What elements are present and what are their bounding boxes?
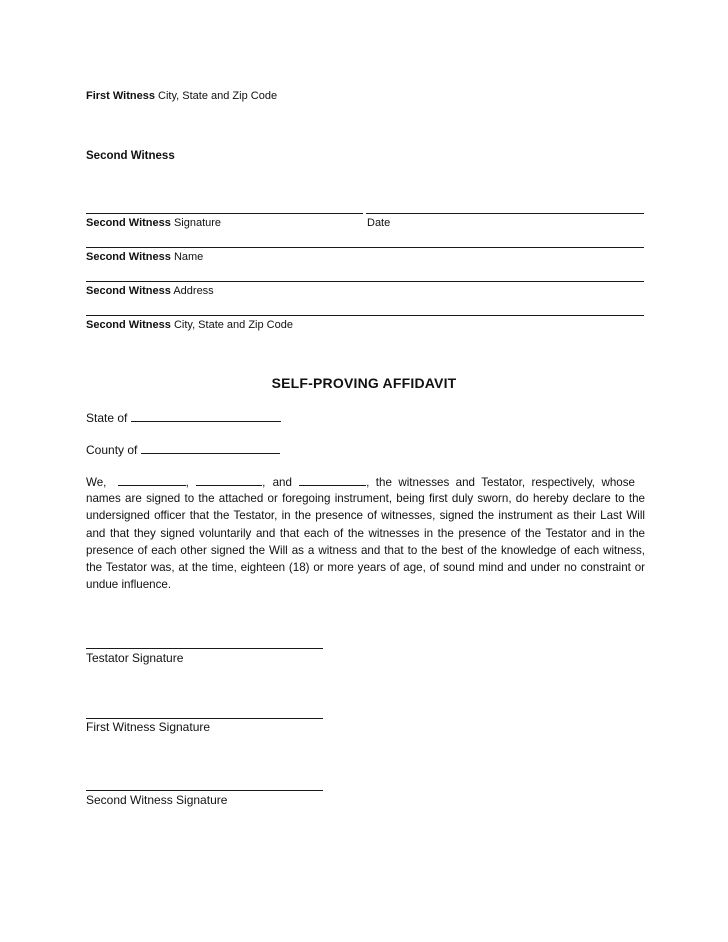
affidavit-body: names are signed to the attached or foregoing instrument, being first duly sworn, do hereby declare to the undersigned officer that the Testator, in the presence of witnesses, signed the instrument as their Last Will and that they signed voluntarily and that each of the witnesses in the presence of the Testator and in the presence of each other signed the Will as a witness and that to the best of the knowledge of each witness, the Testator was, at the time, eighteen (18) or more years of age, of sound mind and under no constraint or undue influence.	[86, 492, 645, 592]
second-witness-name-label	[86, 251, 203, 264]
witness-blank-2[interactable]	[196, 475, 262, 486]
first-witness-signature-label: First Witness Signature	[86, 720, 211, 734]
county-row	[86, 443, 280, 457]
second-witness-final-signature-label: Second Witness Signature	[86, 793, 228, 807]
second-witness-location-line[interactable]	[86, 315, 644, 316]
comma-2: ,	[262, 476, 266, 489]
testator-signature-line[interactable]	[86, 648, 323, 649]
affidavit-intro-line	[86, 475, 644, 489]
second-witness-location-label	[86, 319, 293, 332]
second-witness-location-rest: City, State and Zip Code	[173, 319, 293, 331]
intro-rest-text: , the witnesses and Testator, respectively, whose	[366, 476, 635, 489]
second-witness-address-bold: Second Witness	[86, 285, 171, 297]
affidavit-title: SELF-PROVING AFFIDAVIT	[271, 375, 457, 391]
second-witness-address-line[interactable]	[86, 281, 644, 282]
testator-signature-label: Testator Signature	[86, 651, 184, 665]
second-witness-name-line[interactable]	[86, 247, 644, 248]
second-witness-signature-label	[86, 217, 221, 230]
first-witness-signature-line[interactable]	[86, 718, 323, 719]
first-witness-location-label	[86, 90, 277, 103]
comma-1: ,	[185, 476, 189, 489]
witness-blank-1[interactable]	[118, 475, 186, 486]
county-label: County of	[86, 443, 138, 457]
we-text: We,	[86, 476, 107, 489]
state-row	[86, 411, 281, 425]
second-witness-final-signature-line[interactable]	[86, 790, 323, 791]
county-blank[interactable]	[141, 443, 280, 454]
state-label: State of	[86, 411, 128, 425]
second-witness-address-rest: Address	[173, 285, 214, 297]
first-witness-location-bold: First Witness	[86, 90, 155, 102]
second-witness-date-line[interactable]	[366, 213, 644, 214]
second-witness-signature-rest: Signature	[173, 217, 222, 229]
second-witness-signature-bold: Second Witness	[86, 217, 171, 229]
and-text: and	[272, 476, 292, 489]
second-witness-name-rest: Name	[173, 251, 204, 263]
second-witness-location-bold: Second Witness	[86, 319, 171, 331]
first-witness-location-rest: City, State and Zip Code	[158, 90, 278, 102]
state-blank[interactable]	[131, 411, 281, 422]
second-witness-date-label: Date	[367, 217, 391, 229]
testator-blank[interactable]	[299, 475, 366, 486]
second-witness-heading: Second Witness	[86, 150, 175, 162]
second-witness-signature-line[interactable]	[86, 213, 363, 214]
second-witness-address-label	[86, 285, 214, 298]
second-witness-name-bold: Second Witness	[86, 251, 171, 263]
